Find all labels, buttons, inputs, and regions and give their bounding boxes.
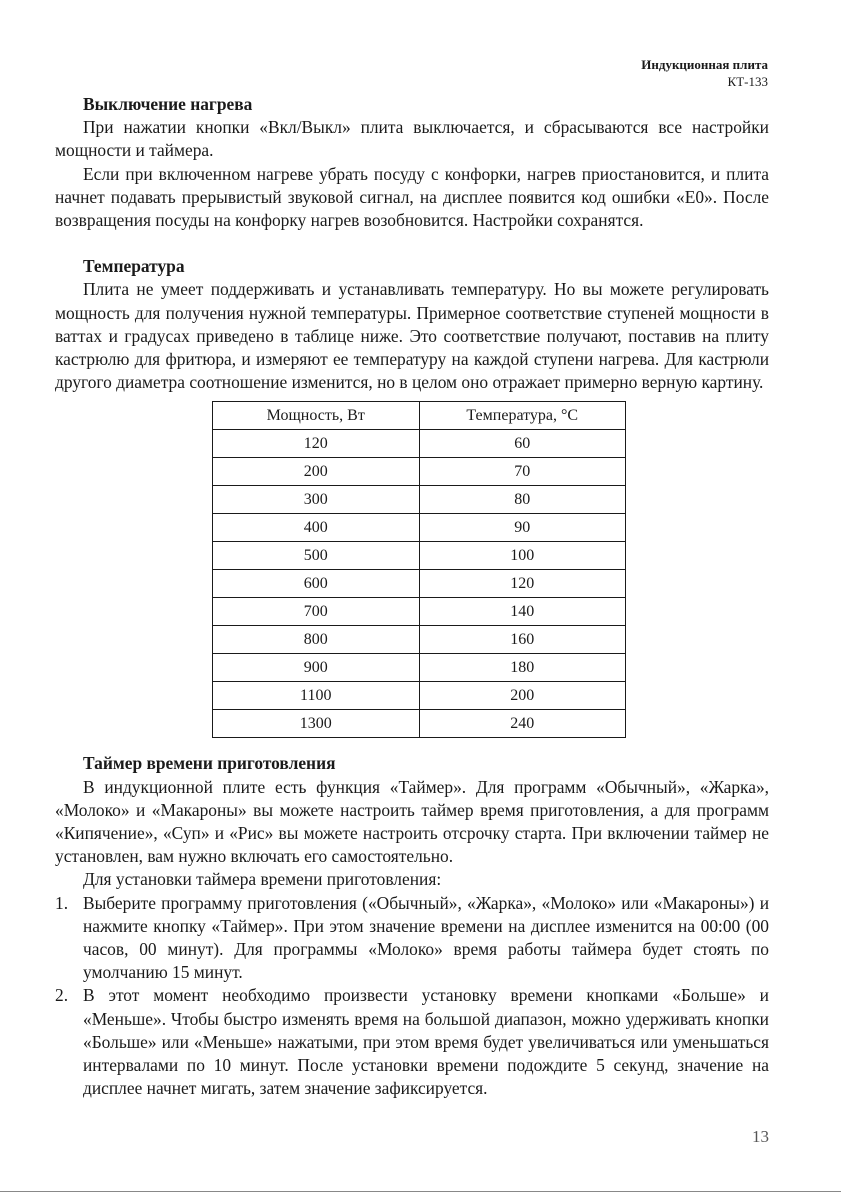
section-title-off: Выключение нагрева <box>83 94 253 114</box>
timer-steps-list <box>55 892 769 1101</box>
paragraph: Для установки таймера времени приготовления: <box>83 869 442 890</box>
paragraph: Если при включенном нагреве убрать посуду с конфорки, нагрев приостановится, и плита начнет подавать прерывистый звуковой сигнал, на дисплее появится код ошибки «E0». После возвращения посуды на конфорку нагрев возобновится. Настройки сохранятся. <box>55 163 769 231</box>
list-item <box>55 984 769 1100</box>
table-row <box>213 542 626 570</box>
bottom-rule <box>0 1191 841 1192</box>
cell-power: 120 <box>213 430 420 458</box>
paragraph: При нажатии кнопки «Вкл/Выкл» плита выключается, и сбрасываются все настройки мощности и таймера. <box>55 117 769 161</box>
cell-temperature: 80 <box>419 486 626 514</box>
cell-temperature: 180 <box>419 654 626 682</box>
table-row <box>213 626 626 654</box>
cell-power: 500 <box>213 542 420 570</box>
list-item-text: Выберите программу приготовления («Обычный», «Жарка», «Молоко» или «Макароны») и нажмите кнопку «Таймер». При этом значение времени на дисплее изменится на 00:00 (00 часов, 00 минут). Для программы «Молоко» время работы таймера будет стоять по умолчанию 15 минут. <box>83 892 769 983</box>
cell-temperature: 200 <box>419 682 626 710</box>
cell-power: 1100 <box>213 682 420 710</box>
paragraph: Плита не умеет поддерживать и устанавливать температуру. Но вы можете регулировать мощность для получения нужной температуры. Примерное соответствие ступеней мощности в ваттах и градусах приведено в таблице ниже. Это соответствие получают, поставив на плиту кастрюлю для фритюра, и измеряют ее температуру на каждой ступени нагрева. Для кастрюли другого диаметра соотношение изменится, но в целом оно отражает примерно верную картину. <box>55 279 769 393</box>
table-row <box>213 710 626 738</box>
column-header-temperature: Температура, °C <box>419 402 626 430</box>
cell-temperature: 100 <box>419 542 626 570</box>
list-item-text: В этот момент необходимо произвести установку времени кнопками «Больше» и «Меньше». Чтобы быстро изменять время на большой диапазон, можно удерживать кнопки «Больше» или «Меньше» нажатыми, при этом время будет увеличиваться или уменьшаться интервалами по 10 минут. После установки времени подождите 5 секунд, значение на дисплее начнет мигать, затем значение зафиксируется. <box>83 985 769 1099</box>
page-number: 13 <box>752 1127 769 1146</box>
cell-temperature: 90 <box>419 514 626 542</box>
cell-power: 900 <box>213 654 420 682</box>
table-header-row <box>213 402 626 430</box>
cell-power: 600 <box>213 570 420 598</box>
list-item <box>55 892 769 985</box>
cell-power: 700 <box>213 598 420 626</box>
table-row <box>213 430 626 458</box>
table-row <box>213 486 626 514</box>
cell-temperature: 240 <box>419 710 626 738</box>
list-item-number: 2. <box>55 985 69 1006</box>
section-title-timer: Таймер времени приготовления <box>83 753 336 774</box>
cell-power: 200 <box>213 458 420 486</box>
cell-power: 400 <box>213 514 420 542</box>
page-content <box>55 93 769 1100</box>
cell-temperature: 60 <box>419 430 626 458</box>
table-row <box>213 654 626 682</box>
header-product: Индукционная плита <box>641 57 768 72</box>
cell-temperature: 120 <box>419 570 626 598</box>
table-row <box>213 458 626 486</box>
cell-power: 800 <box>213 626 420 654</box>
column-header-power: Мощность, Вт <box>213 402 420 430</box>
table-row <box>213 598 626 626</box>
table-row <box>213 570 626 598</box>
cell-power: 1300 <box>213 710 420 738</box>
running-header <box>641 56 768 90</box>
header-model: КТ-133 <box>727 74 768 89</box>
list-item-number: 1. <box>55 892 69 913</box>
paragraph: В индукционной плите есть функция «Таймер». Для программ «Обычный», «Жарка», «Молоко» и «Макароны» вы можете настроить таймер время приготовления, а для программ «Кипячение», «Суп» и «Рис» вы можете настроить отсрочку старта. При включении таймер не установлен, вам нужно включать его самостоятельно. <box>55 776 769 867</box>
section-title-temperature: Температура <box>83 256 185 277</box>
table-row <box>213 682 626 710</box>
table-row <box>213 514 626 542</box>
power-temperature-table <box>212 401 626 738</box>
cell-temperature: 70 <box>419 458 626 486</box>
cell-power: 300 <box>213 486 420 514</box>
cell-temperature: 160 <box>419 626 626 654</box>
cell-temperature: 140 <box>419 598 626 626</box>
